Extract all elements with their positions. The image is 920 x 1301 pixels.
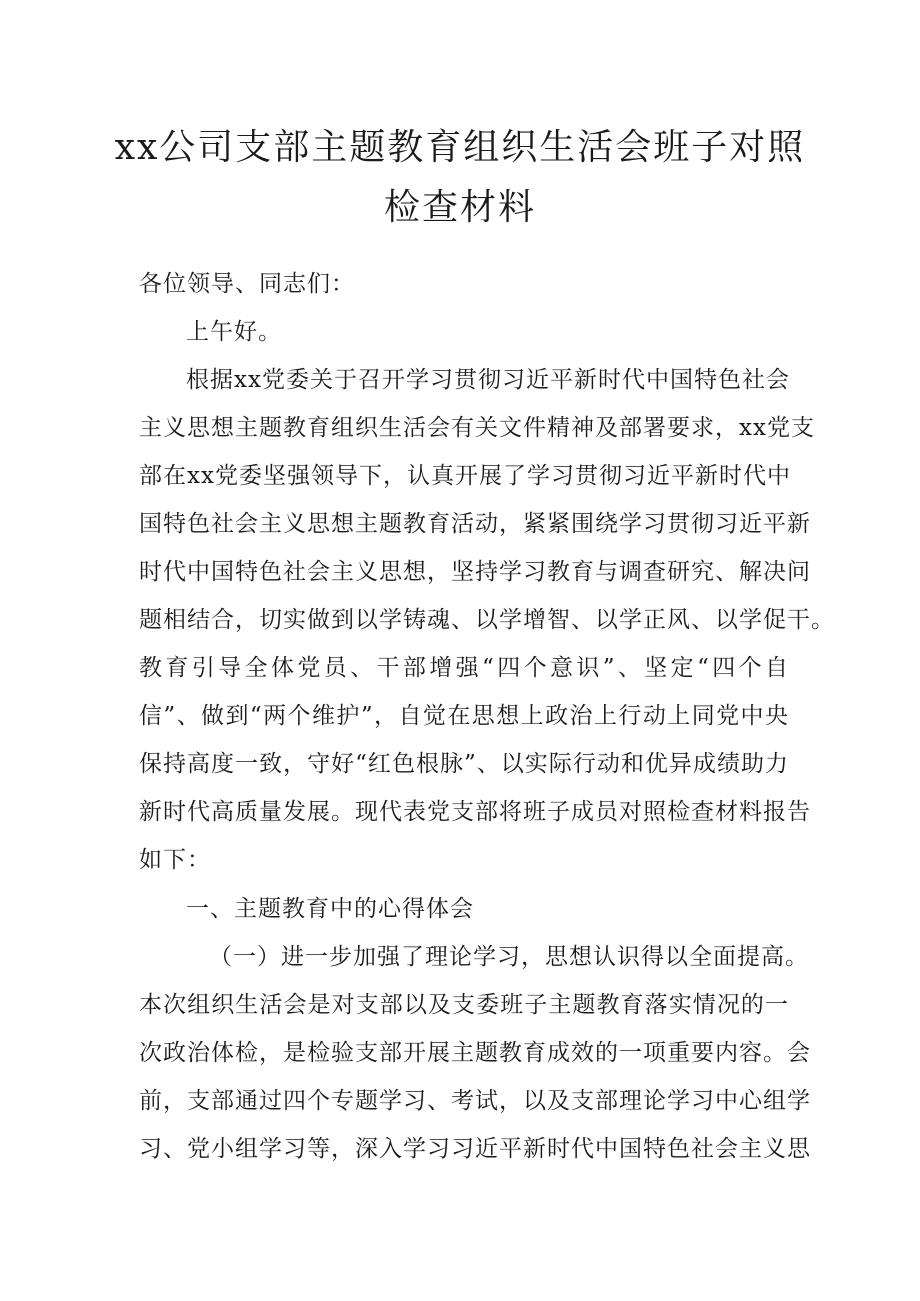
- paragraph-line: 题相结合，切实做到以学铸魂、以学增智、以学正风、以学促干。: [139, 607, 835, 633]
- paragraph-line: 时代中国特色社会主义思想，坚持学习教育与调查研究、解决问: [139, 559, 811, 585]
- paragraph-line: 本次组织生活会是对支部以及支委班子主题教育落实情况的一: [139, 992, 789, 1018]
- section-heading: 一、主题教育中的心得体会: [186, 896, 474, 922]
- paragraph-line: 教育引导全体党员、干部增强“四个意识”、坚定“四个自: [139, 655, 789, 681]
- paragraph-line: 部在xx党委坚强领导下，认真开展了学习贯彻习近平新时代中: [139, 463, 791, 489]
- paragraph-line: 主义思想主题教育组织生活会有关文件精神及部署要求，xx党支: [139, 415, 815, 441]
- paragraph-line: 信”、做到“两个维护”，自觉在思想上政治上行动上同党中央: [139, 703, 789, 729]
- salutation: 各位领导、同志们：: [139, 271, 355, 297]
- paragraph-line: 习、党小组学习等，深入学习习近平新时代中国特色社会主义思: [139, 1136, 811, 1162]
- subsection-heading: （一）进一步加强了理论学习，思想认识得以全面提高。: [209, 944, 809, 970]
- document-title: [110, 118, 810, 238]
- title-line-1: xx公司支部主题教育组织生活会班子对照: [114, 127, 806, 168]
- greeting: 上午好。: [186, 319, 282, 345]
- paragraph-line: 如下：: [139, 847, 211, 873]
- title-line-2: 检查材料: [383, 187, 536, 228]
- paragraph-line: 前，支部通过四个专题学习、考试，以及支部理论学习中心组学: [139, 1088, 811, 1114]
- paragraph-line: 国特色社会主义思想主题教育活动，紧紧围绕学习贯彻习近平新: [139, 511, 811, 537]
- paragraph-line: 保持高度一致，守好“红色根脉”、以实际行动和优异成绩助力: [139, 751, 789, 777]
- paragraph-line: 次政治体检，是检验支部开展主题教育成效的一项重要内容。会: [139, 1040, 811, 1066]
- paragraph-line: 新时代高质量发展。现代表党支部将班子成员对照检查材料报告: [139, 799, 811, 825]
- paragraph-line: 根据xx党委关于召开学习贯彻习近平新时代中国特色社会: [186, 367, 790, 393]
